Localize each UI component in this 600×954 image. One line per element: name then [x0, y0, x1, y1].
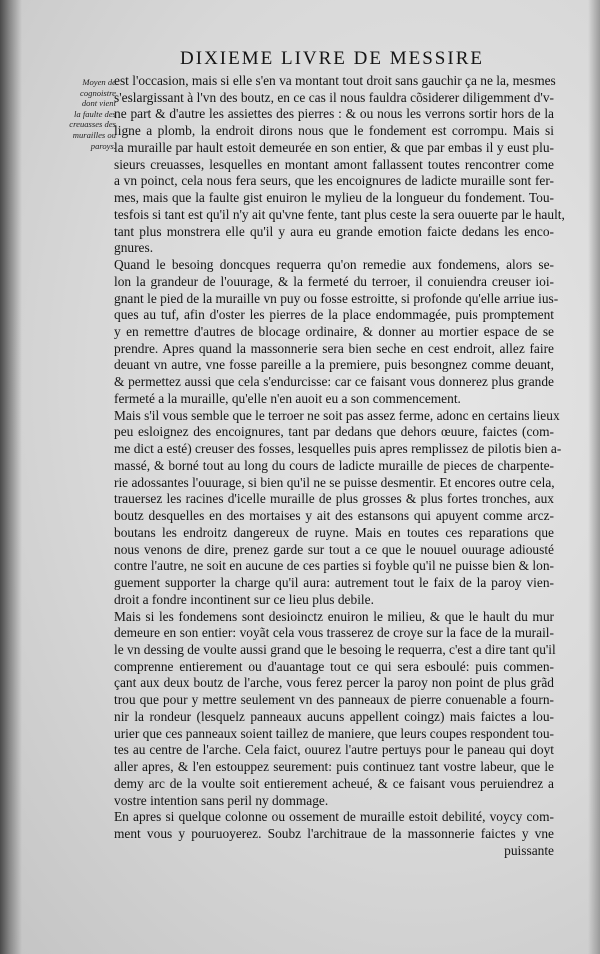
text-line: puissante: [504, 842, 554, 858]
text-line: boutz desquelles en des mortaises y ait des estansons qui apuyent comme arcz-: [114, 508, 554, 524]
text-line: lon la grandeur de l'ouurage, & la fermeté du terroer, il conuiendra creuser ioi-: [114, 273, 554, 289]
margin-note-line: cognoistre: [80, 87, 116, 98]
text-line: prendre. Apres quand la massonnerie sera bien seche en cest endroit, allez faire: [114, 340, 554, 356]
text-line: trauersez les racines d'icelle muraille de plus grosses & plus fortes tronches, aux: [114, 491, 554, 507]
text-line: y en remettre d'autres de blocage ordinaire, & donner au mortier espace de se: [114, 324, 554, 340]
text-line: nir la rondeur (lesquelz panneaux aucuns appellent coingz) mais faictes a lou-: [114, 708, 554, 724]
text-line: peu esloignez des encoignures, tant par dedans que dehors œuure, faictes (com-: [114, 424, 554, 440]
text-line: gnures.: [114, 240, 154, 256]
margin-note: [56, 77, 116, 151]
text-line: urier que ces panneaux soient taillez de maniere, que leurs coupes respondent tou-: [114, 725, 554, 741]
text-line: aller apres, & l'en estouppez seurement: puis continuez tant vostre labeur, que le: [114, 759, 554, 775]
text-line: demy arc de la voulte soit entierement acheué, & ce faisant vous peruiendrez a: [114, 775, 554, 791]
text-line: mes, mais que la faulte gist enuiron le mylieu de la longueur du fondement. Tou-: [114, 190, 554, 206]
text-line: & permettez aussi que cela s'endurcisse: car ce faisant vous donnerez plus grande: [114, 374, 554, 390]
margin-note-line: la faulte des: [73, 108, 116, 119]
text-line: rie adossantes l'ouurage, si bien qu'il ne se puisse desmentir. Et encores outre cela,: [114, 474, 555, 490]
text-line: En apres si quelque colonne ou ossement de muraille estoit debilité, voycy com-: [114, 809, 554, 825]
text-line: massé, & borné tout au long du cours de ladicte muraille de pieces de charpente-: [114, 457, 554, 473]
text-line: sieurs creuasses, lesquelles en montant amont fallassent toutes rencontrer come: [114, 156, 554, 172]
text-line: Quand le besoing doncques requerra qu'on remedie aux fondemens, alors se-: [114, 257, 554, 273]
text-line: droit a fondre incontinent sur ce lieu plus debile.: [114, 591, 374, 607]
margin-note-line: paroys.: [90, 140, 116, 151]
text-line: le vn dessing de voulte aussi grand que le besoing le requerra, c'est a dire tant qu'il: [114, 641, 556, 657]
text-line: la muraille par hault estoit demeurée en son entier, & que par embas il y eust plu-: [114, 139, 554, 155]
margin-note-line: Moyen de: [82, 77, 116, 87]
text-line: ment vous y pouruoyerez. Soubz l'architraue de la massonnerie faictes y vne: [114, 826, 554, 842]
text-line: gnant le pied de la muraille vn puy ou fosse estroitte, si profonde qu'elle arriue ius-: [114, 290, 559, 306]
running-head: DIXIEME LIVRE DE MESSIRE: [180, 48, 484, 69]
text-line: tesfois si tant est qu'il n'y ait qu'vne fente, tant plus ceste la sera ouuerte par le hault,: [114, 206, 565, 222]
text-line: boutans les endroitz dangereux de ruyne. Mais en toutes ces reparations que: [114, 524, 554, 540]
margin-note-line: creuasses des: [69, 119, 116, 130]
text-line: contre l'autre, ne soit en aucune de ces parties si foyble qu'il ne puisse bien & lon-: [114, 558, 554, 574]
margin-note-line: murailles ou: [72, 129, 116, 140]
text-line: ligne a plomb, la endroit dirons nous que le fondement est corrompu. Mais si: [114, 123, 554, 139]
text-line: ne part & d'autre les assiettes des pierres : & ou nous les verrons sortir hors de la: [114, 106, 554, 122]
text-line: nous venons de dire, prenez garde sur tout a ce que le nouuel ouurage adiousté: [114, 541, 554, 557]
text-line: me dict a esté) creuser des fosses, lesquelles puis apres remplissez de pilotis bien a-: [114, 441, 562, 457]
text-line: çant aux deux boutz de l'arche, vous ferez percer la paroy non point de plus grãd: [114, 675, 554, 691]
text-line: vostre intention sans peril ny dommage.: [114, 792, 329, 808]
text-line: guement supporter la charge qu'il aura: autrement tout le faix de la paroy vien-: [114, 575, 554, 591]
text-line: demeure en son entier: voyãt cela vous trasserez de croye sur la face de la murail-: [114, 625, 554, 641]
text-line: ques au tuf, afin d'oster les pierres de la place endommagée, puis promptement: [114, 307, 554, 323]
body-text: [114, 73, 565, 860]
text-line: fermeté a la muraille, qu'elle n'en auoit eu a son commencement.: [114, 390, 461, 406]
text-line: Mais si les fondemens sont desioinctz enuiron le milieu, & que le hault du mur: [114, 608, 554, 624]
text-line: s'eslargissant à l'vn des boutz, en ce cas il nous fauldra cõsiderer diligemment d'v-: [114, 89, 554, 105]
text-line: trou que pour y mettre seulement vn des panneaux de pierre conuenable a fourn-: [114, 692, 554, 708]
text-line: Mais s'il vous semble que le terroer ne soit pas assez ferme, adonc en certains lieux: [114, 407, 560, 423]
text-line: deuant vn autre, vne fosse pareille a la premiere, puis besongnez comme deuant,: [114, 357, 554, 373]
text-line: tant plus monstrera elle qu'il y aura eu grande emotion faicte dedans les enco-: [114, 223, 554, 239]
text-line: tes au centre de l'arche. Cela faict, ouurez l'autre pertuys pour le paneau qui doyt: [114, 742, 554, 758]
text-line: est l'occasion, mais si elle s'en va montant tout droit sans gauchir ça ne la, mesmes: [114, 73, 556, 88]
margin-note-line: dont vient: [81, 98, 116, 109]
text-line: a vn poinct, cela nous fera seurs, que les encoignures de ladicte muraille sont fer-: [114, 173, 554, 189]
text-line: comprenne entierement ou d'auantage tout ce qui sera esboulé: puis commen-: [114, 658, 554, 674]
